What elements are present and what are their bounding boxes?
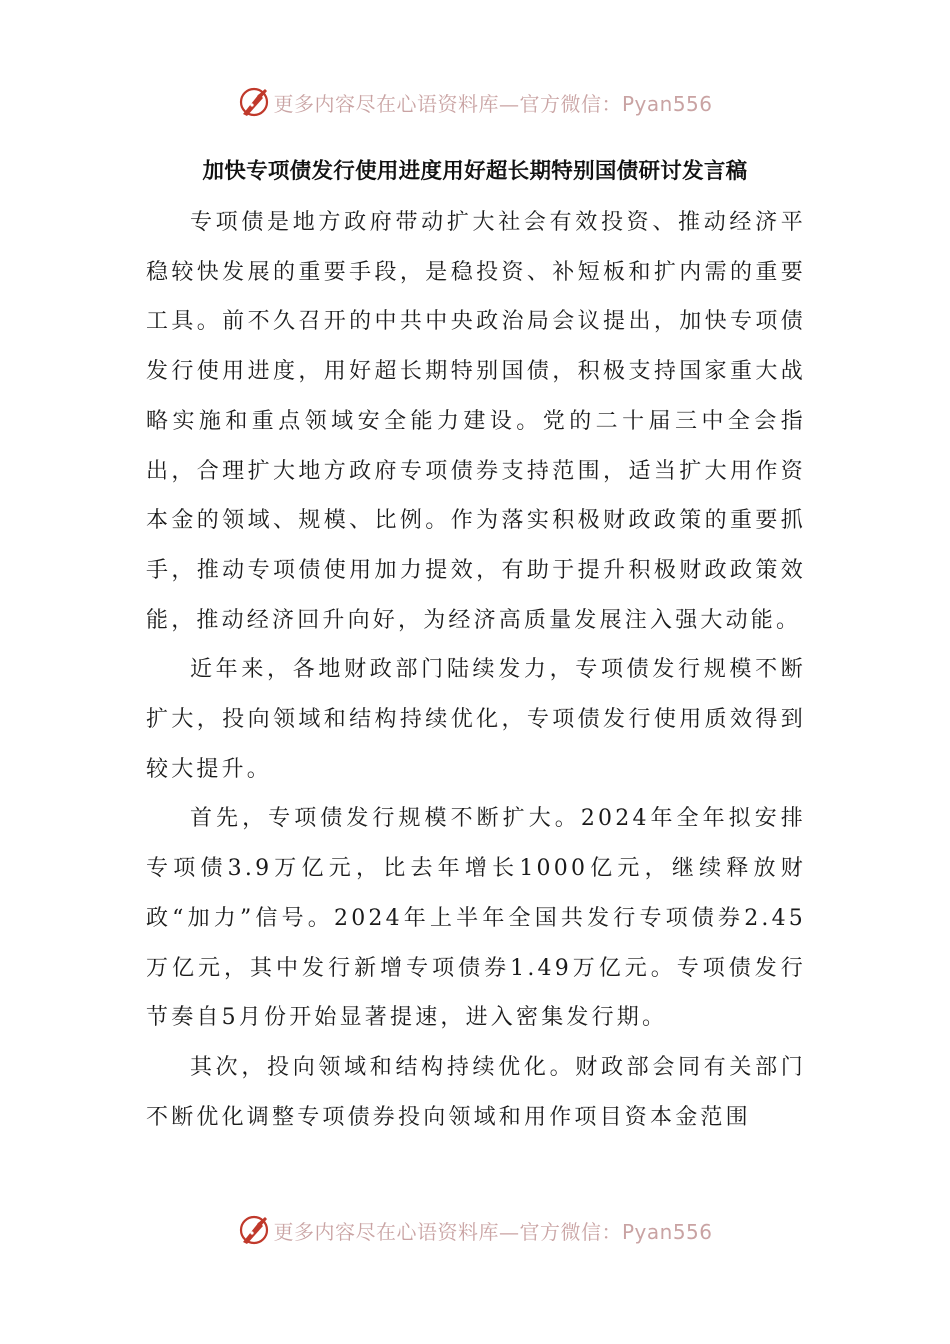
banner-text: 更多内容尽在心语资料库—官方微信：Pyan556 (273, 91, 713, 116)
paragraph: 首先，专项债发行规模不断扩大。2024年全年拟安排专项债3.9万亿元，比去年增长1000亿元，继续释放财政“加力”信号。2024年上半年全国共发行专项债券2.45万亿元，其中发行新增专项债券1.49万亿元。专项债发行节奏自5月份开始显著提速，进入密集发行期。 (146, 806, 806, 1031)
paragraph: 近年来，各地财政部门陆续发力，专项债发行规模不断扩大，投向领域和结构持续优化，专项债发行使用质效得到较大提升。 (146, 657, 806, 782)
pen-nib-logo-icon (237, 1213, 271, 1247)
header-banner (0, 82, 950, 122)
document-title: 加快专项债发行使用进度用好超长期特别国债研讨发言稿 (202, 159, 748, 184)
wechat-id: Pyan556 (621, 1219, 713, 1244)
banner-text: 更多内容尽在心语资料库—官方微信：Pyan556 (273, 1219, 713, 1244)
document-body (146, 198, 806, 1142)
footer-banner (0, 1210, 950, 1250)
pen-nib-logo-icon (237, 85, 271, 119)
paragraph: 专项债是地方政府带动扩大社会有效投资、推动经济平稳较快发展的重要手段，是稳投资、补短板和扩内需的重要工具。前不久召开的中共中央政治局会议提出，加快专项债发行使用进度，用好超长期特别国债，积极支持国家重大战略实施和重点领域安全能力建设。党的二十届三中全会指出，合理扩大地方政府专项债券支持范围，适当扩大用作资本金的领域、规模、比例。作为落实积极财政政策的重要抓手，推动专项债使用加力提效，有助于提升积极财政政策效能，推动经济回升向好，为经济高质量发展注入强大动能。 (146, 210, 806, 633)
wechat-id: Pyan556 (621, 91, 713, 116)
paragraph: 其次，投向领域和结构持续优化。财政部会同有关部门不断优化调整专项债券投向领域和用作项目资本金范围 (146, 1054, 806, 1130)
